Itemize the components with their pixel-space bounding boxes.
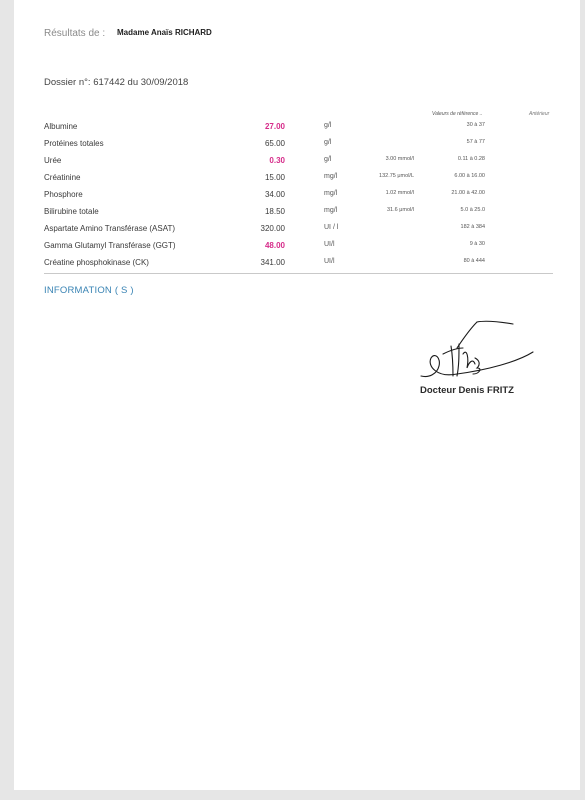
reference-range: 5.0 à 25.0 — [460, 207, 485, 213]
converted-value: 31.6 μmol/l — [386, 207, 414, 213]
test-name: Gamma Glutamyl Transférase (GGT) — [44, 241, 176, 250]
section-divider — [44, 273, 553, 274]
converted-value: 132.75 μmol/L — [379, 173, 414, 179]
test-value: 320.00 — [260, 224, 285, 233]
test-name: Aspartate Amino Transférase (ASAT) — [44, 224, 176, 233]
test-unit: g/l — [324, 156, 332, 163]
reference-range: 57 à 77 — [466, 139, 485, 145]
doctor-name: Docteur Denis FRITZ — [420, 385, 514, 396]
test-value: 15.00 — [264, 173, 285, 182]
test-unit: UI / l — [324, 224, 339, 231]
converted-value: 3.00 mmol/l — [385, 156, 414, 162]
reference-range: 182 à 384 — [460, 224, 485, 230]
doctor-signature — [417, 318, 537, 388]
test-name: Protéines totales — [44, 139, 104, 148]
test-unit: UI/l — [324, 258, 335, 265]
results-label: Résultats de : — [44, 28, 106, 39]
test-value: 48.00 — [264, 241, 285, 250]
test-value: 0.30 — [269, 156, 285, 165]
reference-values-header: Valeurs de référence .. — [432, 111, 483, 117]
result-row — [14, 156, 580, 173]
reference-range: 30 à 37 — [466, 122, 485, 128]
report-page — [14, 0, 580, 790]
test-name: Albumine — [44, 122, 78, 131]
result-row — [14, 139, 580, 156]
dossier-number: Dossier n°: 617442 du 30/09/2018 — [44, 77, 189, 88]
test-unit: mg/l — [324, 190, 338, 197]
test-value: 34.00 — [264, 190, 285, 199]
test-value: 18.50 — [264, 207, 285, 216]
converted-value: 1.02 mmol/l — [385, 190, 414, 196]
test-value: 65.00 — [264, 139, 285, 148]
result-row — [14, 190, 580, 207]
patient-name: Madame Anaïs RICHARD — [117, 28, 212, 37]
reference-range: 80 à 444 — [463, 258, 485, 264]
result-row — [14, 122, 580, 139]
result-row — [14, 173, 580, 190]
test-name: Urée — [44, 156, 62, 165]
reference-range: 0.11 à 0.28 — [457, 156, 485, 162]
test-name: Créatine phosphokinase (CK) — [44, 258, 149, 267]
reference-range: 6.00 à 16.00 — [454, 173, 485, 179]
test-name: Bilirubine totale — [44, 207, 99, 216]
information-section-title: INFORMATION ( S ) — [44, 285, 134, 296]
reference-range: 9 à 30 — [469, 241, 485, 247]
test-name: Créatinine — [44, 173, 81, 182]
test-unit: g/l — [324, 122, 332, 129]
test-unit: mg/l — [324, 207, 338, 214]
result-row — [14, 224, 580, 241]
result-row — [14, 241, 580, 258]
test-name: Phosphore — [44, 190, 83, 199]
previous-results-header: Antérieur — [529, 111, 550, 117]
result-row — [14, 207, 580, 224]
test-value: 341.00 — [260, 258, 285, 267]
test-unit: UI/l — [324, 241, 335, 248]
test-value: 27.00 — [264, 122, 285, 131]
test-unit: mg/l — [324, 173, 338, 180]
test-unit: g/l — [324, 139, 332, 146]
reference-range: 21.00 à 42.00 — [451, 190, 485, 196]
